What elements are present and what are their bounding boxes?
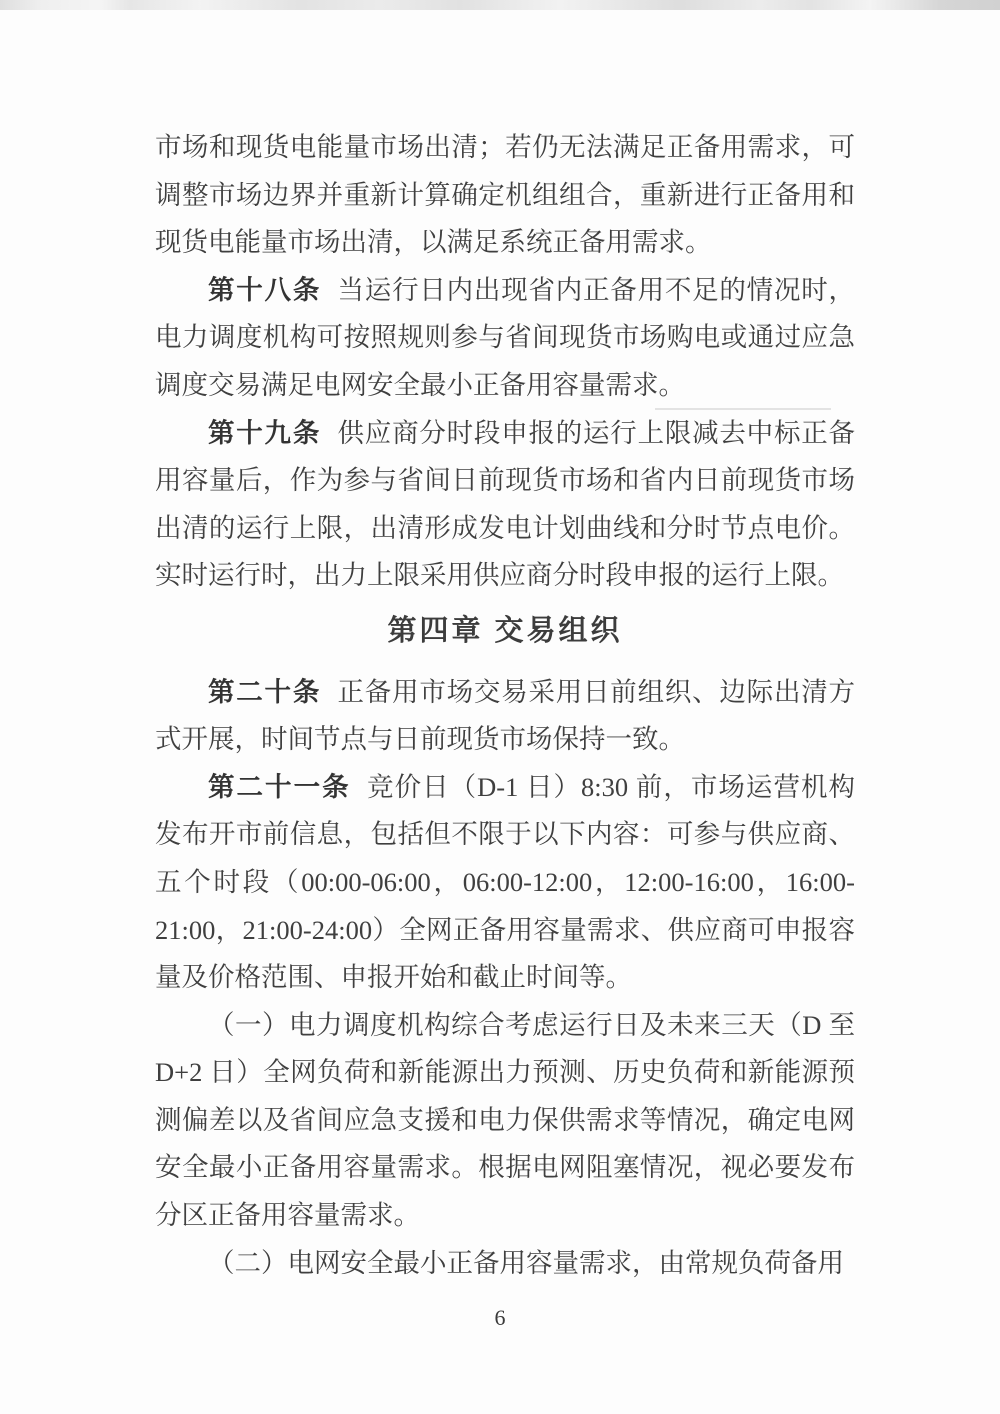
- article-number: 第二十条: [208, 676, 322, 707]
- paragraph: 第二十一条 竞价日（D-1 日）8:30 前，市场运营机构发布开市前信息，包括但不限于以下内容：可参与供应商、五个时段（00:00-06:00，06:00-12:00，12:00-16:00，16:00-21:00，21:00-24:00）全网正备用容量需求、供应商可申报容量及价格范围、申报开始和截止时间等。: [155, 771, 855, 993]
- article-number: 第二十一条: [208, 771, 351, 802]
- paragraph: 第十九条 供应商分时段申报的运行上限减去中标正备用容量后，作为参与省间日前现货市场和省内日前现货市场出清的运行上限，出清形成发电计划曲线和分时节点电价。实时运行时，出力上限采用供应商分时段申报的运行上限。: [155, 417, 856, 591]
- page-number: 6: [494, 1305, 506, 1330]
- scan-edge-artifact: [0, 0, 1000, 10]
- chapter-heading: 第四章 交易组织: [387, 614, 623, 647]
- paragraph: 市场和现货电能量市场出清；若仍无法满足正备用需求，可调整市场边界并重新计算确定机组组合，重新进行正备用和现货电能量市场出清，以满足系统正备用需求。: [155, 132, 855, 258]
- article-number: 第十九条: [208, 417, 322, 448]
- paragraph: 第十八条 当运行日内出现省内正备用不足的情况时，电力调度机构可按照规则参与省间现货市场购电或通过应急调度交易满足电网安全最小正备用容量需求。: [155, 274, 856, 400]
- document-body: [155, 124, 855, 1287]
- paragraph: 第二十条 正备用市场交易采用日前组织、边际出清方式开展，时间节点与日前现货市场保持一致。: [155, 676, 856, 755]
- paragraph: （二）电网安全最小正备用容量需求，由常规负荷备用: [208, 1247, 844, 1278]
- article-number: 第十八条: [208, 274, 322, 305]
- paragraph: （一）电力调度机构综合考虑运行日及未来三天（D 至 D+2 日）全网负荷和新能源出力预测、历史负荷和新能源预测偏差以及省间应急支援和电力保供需求等情况，确定电网安全最小正备用容量需求。根据电网阻塞情况，视必要发布分区正备用容量需求。: [155, 1009, 855, 1231]
